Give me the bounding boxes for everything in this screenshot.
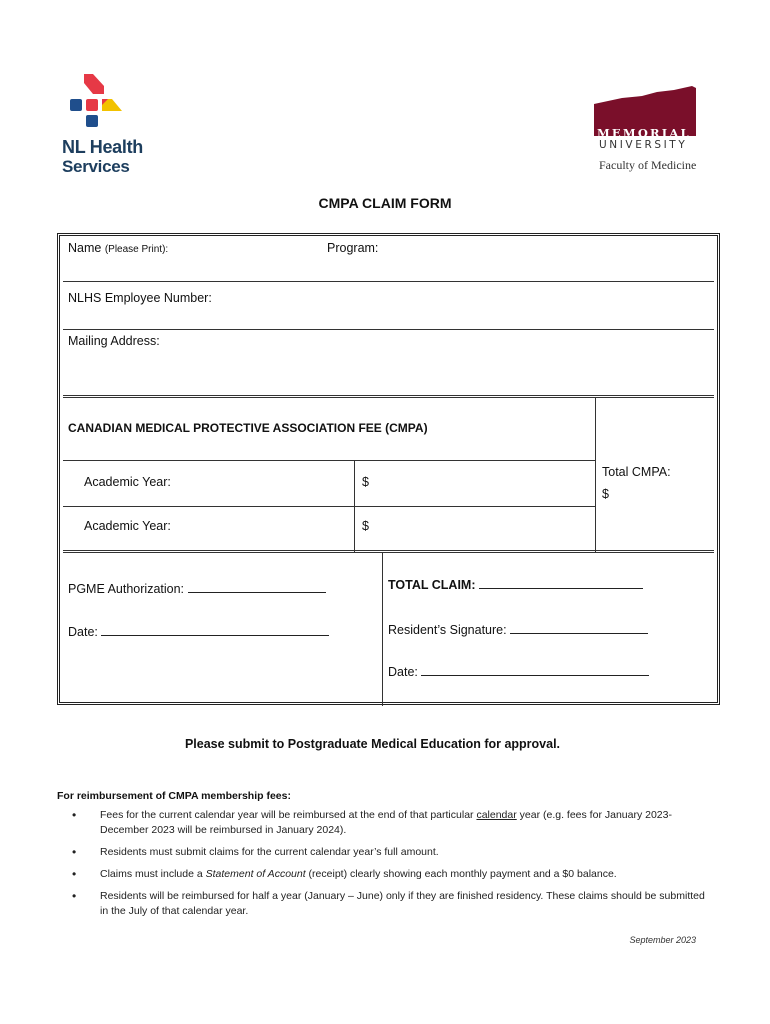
- date-right-line[interactable]: [421, 663, 649, 676]
- total-cmpa-label: Total CMPA:: [602, 465, 671, 479]
- date-right: Date:: [388, 663, 649, 679]
- employee-number-field[interactable]: [230, 291, 710, 321]
- date-left: Date:: [68, 623, 329, 639]
- list-item: • Claims must include a Statement of Account (receipt) clearly showing each monthly payment and a $0 balance.: [72, 867, 617, 881]
- academic-year-1-label: Academic Year:: [84, 475, 171, 489]
- total-claim-line[interactable]: [479, 576, 643, 589]
- mailing-address-field[interactable]: [68, 351, 708, 391]
- nl-health-wordmark: NL Health Services: [62, 137, 143, 176]
- academic-year-2-amount[interactable]: $: [362, 519, 369, 533]
- reimbursement-rules: [62, 808, 712, 926]
- academic-year-2-label: Academic Year:: [84, 519, 171, 533]
- mun-university-text: UNIVERSITY: [599, 139, 688, 151]
- mailing-address-label: Mailing Address:: [68, 334, 160, 348]
- program-field[interactable]: [390, 258, 710, 278]
- name-label: Name (Please Print):: [68, 241, 169, 255]
- reimbursement-heading: For reimbursement of CMPA membership fees:: [57, 790, 291, 802]
- program-label: Program:: [327, 241, 379, 255]
- footer-date: September 2023: [629, 935, 696, 945]
- submit-instruction: Please submit to Postgraduate Medical Education for approval.: [184, 737, 561, 751]
- pgme-authorization: PGME Authorization:: [68, 580, 326, 596]
- date-left-line[interactable]: [101, 623, 329, 636]
- name-field[interactable]: [68, 258, 318, 278]
- total-cmpa-amount[interactable]: $: [602, 487, 609, 501]
- mun-wordmark: MEMORIAL: [597, 126, 691, 140]
- pgme-authorization-line[interactable]: [188, 580, 326, 593]
- total-claim: TOTAL CLAIM:: [388, 576, 643, 592]
- list-item: • Residents must submit claims for the current calendar year’s full amount.: [72, 845, 439, 859]
- resident-signature: Resident’s Signature:: [388, 621, 648, 637]
- resident-signature-line[interactable]: [510, 621, 648, 634]
- employee-number-label: NLHS Employee Number:: [68, 291, 212, 305]
- cmpa-heading: CANADIAN MEDICAL PROTECTIVE ASSOCIATION FEE (CMPA): [68, 421, 428, 435]
- list-item: • Residents will be reimbursed for half a year (January – June) only if they are finished residency. These claims should be submitted in the July of that calendar year.: [72, 889, 705, 917]
- mun-faculty-text: Faculty of Medicine: [599, 158, 697, 172]
- list-item: • Fees for the current calendar year will be reimbursed at the end of that particular calendar year (e.g. fees for January 2023-December 2023 will be reimbursed in January 2024).: [72, 808, 672, 836]
- form-title: CMPA CLAIM FORM: [318, 195, 452, 211]
- academic-year-1-amount[interactable]: $: [362, 475, 369, 489]
- claim-form-table: [57, 233, 720, 705]
